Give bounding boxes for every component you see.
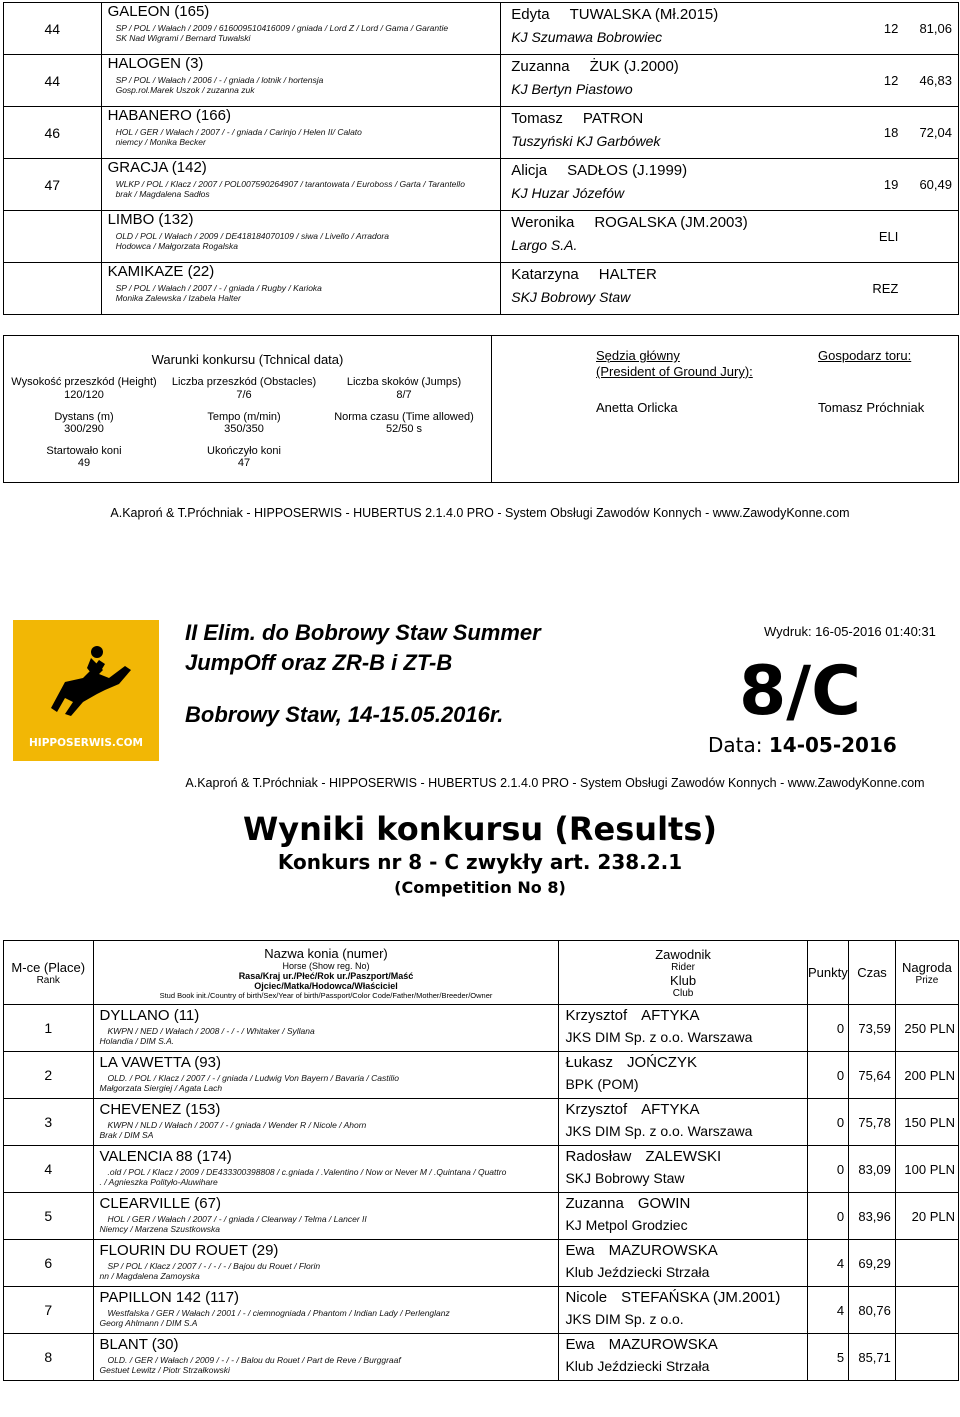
club-header-text: Klub: [670, 972, 697, 988]
started-label: Startowało koni: [46, 445, 122, 457]
horse-name: DYLLANO (11): [99, 1007, 200, 1024]
horse-name: HALOGEN (3): [107, 55, 204, 72]
host-name: Tomasz Próchniak: [818, 400, 925, 415]
rider-last-name: MAZUROWSKA: [608, 1242, 718, 1259]
rank-value: 4: [44, 1161, 53, 1177]
points-cell: [852, 263, 901, 315]
rider-last-name: JOŃCZYK: [626, 1054, 697, 1071]
prev-results-table: [3, 2, 959, 315]
distance-label: Dystans (m): [54, 411, 114, 423]
points-cell: [807, 1193, 848, 1240]
horse-info: KWPN / NLD / Wałach / 2007 / - / gniada / Wender R / Nicole / Ahorn: [107, 1120, 367, 1130]
horse-owner: brak / Magdalena Sadłos: [115, 189, 210, 199]
prize-cell: [895, 1146, 958, 1193]
rider-header-en: Rider: [671, 961, 695, 973]
table-row: [4, 1146, 959, 1193]
horse-info: WLKP / POL / Klacz / 2007 / POL007590264907 / tarantowata / Euroboss / Garta / Tarantello: [115, 179, 465, 189]
rider-cell: [559, 1193, 807, 1240]
results-heading: Wyniki konkursu (Results): [242, 810, 718, 848]
time-value: 75,64: [858, 1067, 891, 1083]
rider-last-name: STEFAŃSKA (JM.2001): [621, 1289, 781, 1306]
rider-line: [565, 1334, 806, 1353]
rank-cell: [4, 263, 102, 315]
horse-header-parents: Ojciec/Matka/Hodowca/Właściciel: [254, 980, 398, 991]
time-cell: [900, 3, 958, 55]
prize-cell: [895, 1005, 958, 1052]
horse-cell: [93, 1005, 559, 1052]
rider-club: JKS DIM Sp. z o.o. Warszawa: [565, 1123, 753, 1139]
rider-last-name: SADŁOS (J.1999): [567, 162, 688, 179]
points-cell: [852, 159, 901, 211]
horse-info: SP / POL / Wałach / 2006 / - / gniada / lotnik / hortensja: [115, 75, 324, 85]
rider-line: [565, 1099, 806, 1118]
horse-owner: Georg Ahlmann / DIM S.A: [99, 1318, 198, 1328]
time-allowed-label: Norma czasu (Time allowed): [334, 411, 474, 423]
horse-info: OLD / POL / Wałach / 2009 / DE418184070109 / siwa / Livello / Arradora: [115, 231, 389, 241]
points-cell: [807, 1334, 848, 1381]
rider-last-name: PATRON: [582, 110, 644, 127]
judge-label-en: (President of Ground Jury):: [596, 364, 753, 379]
horse-cell: [101, 55, 501, 107]
time-cell: [900, 107, 958, 159]
rank-value: 8: [44, 1349, 53, 1365]
horse-name: VALENCIA 88 (174): [99, 1148, 232, 1165]
time-cell: [849, 1334, 896, 1381]
points-cell: [807, 1240, 848, 1287]
points-value: 0: [836, 1208, 845, 1224]
horse-info: SP / POL / Klacz / 2007 / - / - / - / Bajou du Rouet / Florin: [107, 1261, 321, 1271]
points-value: 12: [883, 73, 899, 88]
rank-value: 46: [44, 124, 61, 141]
horse-owner: Hodowca / Małgorzata Rogalska: [115, 241, 238, 251]
rider-last-name: ROGALSKA (JM.2003): [594, 214, 748, 231]
horse-header-studbook: Stud Book init./Country of birth/Sex/Year of birth/Passport/Color Code/Father/Mother/Breeder/Owner: [159, 990, 493, 1000]
horse-owner: Brak / DIM SA: [99, 1130, 154, 1140]
horse-name: BLANT (30): [99, 1336, 179, 1353]
time-value: 46,83: [919, 73, 952, 88]
rider-first-name: Krzysztof: [565, 1007, 628, 1024]
results-table: [3, 940, 959, 1381]
competition-number: Konkurs nr 8 - C zwykły art. 238.2.1: [277, 850, 683, 874]
prev-table-row: [4, 3, 959, 55]
rider-line: [565, 1193, 806, 1212]
distance-value: 300/290: [64, 423, 104, 435]
rider-club: Klub Jeździecki Strzała: [565, 1264, 710, 1280]
rider-club: Klub Jeździecki Strzała: [565, 1358, 710, 1374]
points-value: 19: [883, 177, 899, 192]
rider-cell: [501, 211, 852, 263]
results-header-row: [4, 941, 959, 1005]
rider-club: JKS DIM Sp. z o.o.: [565, 1311, 684, 1327]
horse-cell: [93, 1193, 559, 1240]
prize-value: 20 PLN: [911, 1208, 955, 1224]
prev-table-row: [4, 211, 959, 263]
prize-header: [895, 941, 958, 1005]
horse-header-text: Nazwa konia (numer): [264, 945, 388, 961]
horse-header-breed: Rasa/Kraj ur./Płeć/Rok ur./Paszport/Maść: [238, 970, 414, 981]
horse-cell: [93, 1099, 559, 1146]
horse-cell: [93, 1052, 559, 1099]
rank-value: 5: [44, 1208, 53, 1224]
prev-table-row: [4, 159, 959, 211]
rider-first-name: Alicja: [511, 162, 548, 179]
rider-cell: [559, 1052, 807, 1099]
prev-table-row: [4, 55, 959, 107]
horse-cell: [101, 3, 501, 55]
table-row: [4, 1240, 959, 1287]
rank-cell: [4, 1005, 94, 1052]
time-cell: [900, 159, 958, 211]
time-cell: [849, 1005, 896, 1052]
footer-top: A.Kaproń & T.Próchniak - HIPPOSERWIS - HUBERTUS 2.1.4.0 PRO - System Obsługi Zawodów Konnych - www.ZawodyKonne.com: [110, 506, 850, 520]
place-header: [4, 941, 94, 1005]
time-value: 72,04: [919, 125, 952, 140]
rider-club: SKJ Bobrowy Staw: [565, 1170, 685, 1186]
rank-value: 7: [44, 1302, 53, 1318]
horse-name: GALEON (165): [107, 3, 210, 20]
prize-value: 150 PLN: [904, 1114, 955, 1130]
time-value: 60,49: [919, 177, 952, 192]
horse-owner: niemcy / Monika Becker: [115, 137, 206, 147]
points-value: 4: [836, 1302, 845, 1318]
horse-owner: Holandia / DIM S.A.: [99, 1036, 175, 1046]
horse-name: PAPILLON 142 (117): [99, 1289, 240, 1306]
points-value: 0: [836, 1020, 845, 1036]
points-value: REZ: [872, 281, 899, 296]
rank-value: 3: [44, 1114, 53, 1130]
rank-header-text: Rank: [36, 974, 60, 986]
rider-first-name: Ewa: [565, 1242, 595, 1259]
time-value: 85,71: [858, 1349, 891, 1365]
conditions-box: [3, 335, 492, 483]
time-value: 80,76: [858, 1302, 891, 1318]
rider-club: KJ Szumawa Bobrowiec: [511, 29, 663, 45]
horse-info: HOL / GER / Wałach / 2007 / - / gniada / Clearway / Telma / Lancer II: [107, 1214, 367, 1224]
rider-cell: [559, 1240, 807, 1287]
horse-header: [93, 941, 559, 1005]
date-value: 14-05-2016: [768, 733, 897, 757]
horse-owner: nn / Magdalena Zamoyska: [99, 1271, 200, 1281]
height-value: 120/120: [64, 389, 104, 401]
rider-first-name: Edyta: [511, 6, 550, 23]
horse-cell: [101, 263, 501, 315]
rank-cell: [4, 107, 102, 159]
time-cell: [900, 55, 958, 107]
horse-name: CLEARVILLE (67): [99, 1195, 221, 1212]
rider-club: Tuszyński KJ Garbówek: [511, 133, 661, 149]
height-label: Wysokość przeszkód (Height): [11, 376, 157, 388]
rider-last-name: HALTER: [598, 266, 657, 283]
time-allowed-value: 52/50 s: [385, 423, 423, 435]
horse-info: KWPN / NED / Wałach / 2008 / - / - / Whitaker / Syllana: [107, 1026, 315, 1036]
rider-cell: [559, 1146, 807, 1193]
rank-cell: [4, 1099, 94, 1146]
rider-cell: [501, 263, 852, 315]
rider-cell: [559, 1334, 807, 1381]
event-title-2: JumpOff oraz ZR-B i ZT-B: [185, 650, 453, 675]
rider-last-name: GOWIN: [637, 1195, 691, 1212]
horse-cell: [93, 1240, 559, 1287]
event-place: Bobrowy Staw, 14-15.05.2016r.: [185, 702, 504, 727]
judge-label: Sędzia główny: [596, 348, 680, 363]
event-title-1: II Elim. do Bobrowy Staw Summer: [185, 620, 541, 645]
time-value: 81,06: [919, 21, 952, 36]
rider-club: SKJ Bobrowy Staw: [511, 289, 631, 305]
club-header-en: Club: [672, 987, 694, 999]
rank-cell: [4, 1334, 94, 1381]
time-value: 75,78: [858, 1114, 891, 1130]
time-cell: [849, 1052, 896, 1099]
rider-line: [565, 1052, 806, 1071]
tempo-value: 350/350: [224, 423, 264, 435]
rank-value: 6: [44, 1255, 53, 1271]
tempo-label: Tempo (m/min): [207, 411, 281, 423]
time-cell: [849, 1287, 896, 1334]
place-header-text: M-ce (Place): [11, 959, 86, 975]
rider-header: [559, 941, 807, 1005]
points-value: 4: [836, 1255, 845, 1271]
rank-cell: [4, 1287, 94, 1334]
horse-owner: . / Agnieszka Polityło-Aluwihare: [99, 1177, 218, 1187]
rider-cell: [559, 1005, 807, 1052]
rider-first-name: Nicole: [565, 1289, 608, 1306]
rank-cell: [4, 1052, 94, 1099]
rider-line: [565, 1146, 806, 1165]
horse-owner: SK Nad Wigrami / Bernard Tuwalski: [115, 33, 251, 43]
rider-first-name: Łukasz: [565, 1054, 613, 1071]
rider-first-name: Zuzanna: [565, 1195, 624, 1212]
rider-line: [565, 1240, 806, 1259]
table-row: [4, 1334, 959, 1381]
prev-table-row: [4, 107, 959, 159]
horse-owner: Monika Zalewska / Izabela Halter: [115, 293, 241, 303]
rider-last-name: AFTYKA: [641, 1101, 700, 1118]
time-cell: [900, 263, 958, 315]
horse-header-en: Horse (Show reg. No): [282, 960, 370, 971]
rank-cell: [4, 211, 102, 263]
rank-value: 2: [44, 1067, 53, 1083]
points-header: Punkty: [807, 941, 848, 1005]
rider-line: [511, 3, 851, 23]
prize-cell: [895, 1193, 958, 1240]
horse-owner: Małgorzata Siergiej / Agata Lach: [99, 1083, 223, 1093]
rank-cell: [4, 55, 102, 107]
table-row: [4, 1287, 959, 1334]
rider-first-name: Radosław: [565, 1148, 632, 1165]
horse-cell: [101, 159, 501, 211]
table-row: [4, 1099, 959, 1146]
points-value: 5: [836, 1349, 845, 1365]
rider-cell: [559, 1287, 807, 1334]
horse-name: LIMBO (132): [107, 211, 194, 228]
hipposerwis-logo: [13, 620, 159, 761]
horse-owner: Niemcy / Marzena Szustkowska: [99, 1224, 220, 1234]
rider-first-name: Zuzanna: [511, 58, 570, 75]
obstacles-label: Liczba przeszkód (Obstacles): [171, 376, 317, 388]
horse-info: HOL / GER / Wałach / 2007 / - / gniada / Carinjo / Helen II/ Calato: [115, 127, 362, 137]
prize-cell: [895, 1334, 958, 1381]
rider-cell: [559, 1099, 807, 1146]
rank-cell: [4, 1193, 94, 1240]
horse-info: OLD. / POL / Klacz / 2007 / - / gniada / Ludwig Von Bayern / Bavaria / Castilio: [107, 1073, 400, 1083]
time-value: 83,09: [858, 1161, 891, 1177]
rider-line: [511, 263, 851, 283]
rider-header-text: Zawodnik: [655, 946, 711, 962]
horse-info: Westfalska / GER / Wałach / 2001 / - / ciemnogniada / Phantom / Indian Lady / Perlenglanz: [107, 1308, 450, 1318]
points-cell: [852, 107, 901, 159]
time-cell: [849, 1240, 896, 1287]
time-cell: [849, 1193, 896, 1240]
prize-header-en: Prize: [915, 974, 939, 986]
rank-value: 44: [44, 72, 61, 89]
points-value: 12: [883, 21, 899, 36]
print-date: Wydruk: 16-05-2016 01:40:31: [764, 624, 936, 639]
horse-info: .old / POL / Klacz / 2009 / DE433300398808 / c.gniada / .Valentino / Now or Never M / .Quintana / Quattro: [107, 1167, 507, 1177]
rank-cell: [4, 1240, 94, 1287]
rider-cell: [501, 55, 852, 107]
points-value: 0: [836, 1114, 845, 1130]
time-value: 83,96: [858, 1208, 891, 1224]
points-cell: [807, 1099, 848, 1146]
table-row: [4, 1005, 959, 1052]
points-cell: [807, 1052, 848, 1099]
rider-club: KJ Metpol Grodziec: [565, 1217, 688, 1233]
points-cell: [807, 1146, 848, 1193]
points-cell: [852, 211, 901, 263]
horse-owner: Gestuet Lewitz / Piotr Strzałkowski: [99, 1365, 230, 1375]
horse-name: LA VAWETTA (93): [99, 1054, 221, 1071]
rider-club: KJ Huzar Józefów: [511, 185, 625, 201]
time-cell: [900, 211, 958, 263]
rider-first-name: Katarzyna: [511, 266, 579, 283]
rider-last-name: TUWALSKA (Mł.2015): [569, 6, 719, 23]
rank-value: 47: [44, 176, 61, 193]
rider-line: [511, 211, 851, 231]
horse-owner: Gosp.rol.Marek Uszok / zuzanna zuk: [115, 85, 255, 95]
time-header: Czas: [849, 941, 896, 1005]
horse-info: SP / POL / Wałach / 2009 / 616009510416009 / gniada / Lord Z / Lord / Gama / Garantie: [115, 23, 449, 33]
time-value: 73,59: [858, 1020, 891, 1036]
rider-last-name: ŻUK (J.2000): [589, 58, 679, 75]
obstacles-value: 7/6: [236, 389, 252, 401]
horse-name: GRACJA (142): [107, 159, 207, 176]
horse-info: OLD. / GER / Wałach / 2009 / - / - / Balou du Rouet / Part de Reve / Burggraaf: [107, 1355, 401, 1365]
time-value: 69,29: [858, 1255, 891, 1271]
horse-name: CHEVENEZ (153): [99, 1101, 221, 1118]
horse-name: KAMIKAZE (22): [107, 263, 215, 280]
prize-cell: [895, 1052, 958, 1099]
rider-cell: [501, 159, 852, 211]
horse-name: HABANERO (166): [107, 107, 231, 124]
prize-cell: [895, 1099, 958, 1146]
footer-mid: A.Kaproń & T.Próchniak - HIPPOSERWIS - HUBERTUS 2.1.4.0 PRO - System Obsługi Zawodów Konnych - www.ZawodyKonne.com: [185, 776, 925, 790]
rider-last-name: MAZUROWSKA: [608, 1336, 718, 1353]
rider-line: [565, 1005, 806, 1024]
rank-cell: [4, 1146, 94, 1193]
points-value: ELI: [878, 229, 899, 244]
horse-cell: [101, 211, 501, 263]
rider-first-name: Tomasz: [511, 110, 563, 127]
table-row: [4, 1052, 959, 1099]
rank-cell: [4, 159, 102, 211]
conditions-title: Warunki konkursu (Tchnical data): [151, 352, 344, 367]
rider-line: [511, 55, 851, 75]
points-value: 0: [836, 1067, 845, 1083]
judge-name: Anetta Orlicka: [596, 400, 678, 415]
competition-date: [708, 733, 897, 757]
prize-value: 200 PLN: [904, 1067, 955, 1083]
jumps-value: 8/7: [396, 389, 412, 401]
rider-first-name: Krzysztof: [565, 1101, 628, 1118]
rank-cell: [4, 3, 102, 55]
horse-name: FLOURIN DU ROUET (29): [99, 1242, 279, 1259]
finished-value: 47: [237, 457, 251, 469]
rider-line: [565, 1287, 806, 1306]
rider-line: [511, 107, 851, 127]
prize-value: 100 PLN: [904, 1161, 955, 1177]
rider-last-name: AFTYKA: [641, 1007, 700, 1024]
points-value: 18: [883, 125, 899, 140]
jumps-label: Liczba skoków (Jumps): [346, 376, 462, 388]
prev-table-row: [4, 263, 959, 315]
started-value: 49: [77, 457, 91, 469]
competition-number-en: (Competition No 8): [394, 878, 566, 897]
rider-club: JKS DIM Sp. z o.o. Warszawa: [565, 1029, 753, 1045]
rider-last-name: ZALEWSKI: [645, 1148, 722, 1165]
rider-club: Largo S.A.: [511, 237, 578, 253]
date-label: Data:: [708, 733, 763, 757]
finished-label: Ukończyło koni: [207, 445, 281, 457]
rider-club: BPK (POM): [565, 1076, 639, 1092]
points-value: 0: [836, 1161, 845, 1177]
prize-header-text: Nagroda: [902, 959, 952, 975]
rider-cell: [501, 107, 852, 159]
time-cell: [849, 1146, 896, 1193]
prize-value: 250 PLN: [904, 1020, 955, 1036]
rank-value: 1: [44, 1020, 53, 1036]
horse-cell: [93, 1146, 559, 1193]
rider-line: [511, 159, 851, 179]
officials-box: [490, 335, 959, 483]
rider-first-name: Weronika: [511, 214, 575, 231]
rider-first-name: Ewa: [565, 1336, 595, 1353]
prize-cell: [895, 1240, 958, 1287]
points-cell: [807, 1005, 848, 1052]
prize-cell: [895, 1287, 958, 1334]
host-label: Gospodarz toru:: [818, 348, 912, 363]
time-cell: [849, 1099, 896, 1146]
horse-info: SP / POL / Wałach / 2007 / - / gniada / Rugby / Karioka: [115, 283, 322, 293]
rank-value: 44: [44, 20, 61, 37]
horse-cell: [93, 1334, 559, 1381]
rider-club: KJ Bertyn Piastowo: [511, 81, 633, 97]
points-cell: [852, 3, 901, 55]
rider-cell: [501, 3, 852, 55]
competition-code: 8/C: [738, 652, 862, 731]
points-cell: [807, 1287, 848, 1334]
table-row: [4, 1193, 959, 1240]
horse-cell: [101, 107, 501, 159]
horse-cell: [93, 1287, 559, 1334]
points-cell: [852, 55, 901, 107]
logo-text: HIPPOSERWIS.COM: [29, 737, 143, 749]
